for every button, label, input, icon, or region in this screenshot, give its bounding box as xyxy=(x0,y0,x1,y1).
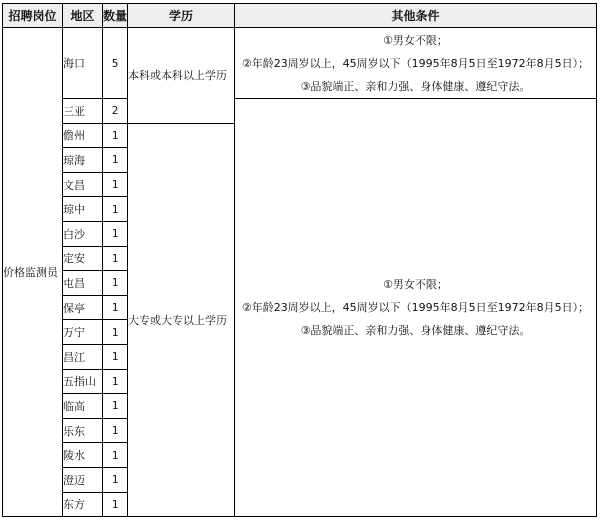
region-cell: 乐东 xyxy=(63,418,103,443)
region-cell: 昌江 xyxy=(63,344,103,369)
count-cell: 1 xyxy=(103,467,128,492)
condition-line: ②年龄23周岁以上，45周岁以下（1995年8月5日至1972年8月5日）； xyxy=(241,56,590,70)
count-cell: 1 xyxy=(103,418,128,443)
count-cell: 1 xyxy=(103,148,128,173)
count-cell: 1 xyxy=(103,492,128,517)
count-cell: 1 xyxy=(103,221,128,246)
header-region: 地区 xyxy=(63,4,103,28)
region-cell: 屯昌 xyxy=(63,271,103,296)
count-cell: 1 xyxy=(103,271,128,296)
conditions-cell xyxy=(235,28,597,99)
condition-line: ③品貌端正、亲和力强、身体健康、遵纪守法。 xyxy=(300,79,531,93)
count-cell: 2 xyxy=(103,99,128,124)
region-cell: 陵水 xyxy=(63,443,103,468)
region-cell: 三亚 xyxy=(63,99,103,124)
count-cell: 1 xyxy=(103,246,128,271)
region-cell: 临高 xyxy=(63,394,103,419)
table-row xyxy=(3,99,597,124)
region-cell: 五指山 xyxy=(63,369,103,394)
count-cell: 1 xyxy=(103,394,128,419)
region-cell: 东方 xyxy=(63,492,103,517)
condition-line: ①男女不限； xyxy=(383,33,448,47)
count-cell: 1 xyxy=(103,172,128,197)
conditions-cell xyxy=(235,99,597,517)
header-conditions: 其他条件 xyxy=(235,4,597,28)
count-cell: 1 xyxy=(103,295,128,320)
count-cell: 1 xyxy=(103,123,128,148)
region-cell: 儋州 xyxy=(63,123,103,148)
count-cell: 1 xyxy=(103,344,128,369)
education-cell: 大专或大专以上学历 xyxy=(128,123,235,517)
header-count: 数量 xyxy=(103,4,128,28)
position-cell: 价格监测员 xyxy=(3,28,63,517)
region-cell: 文昌 xyxy=(63,172,103,197)
count-cell: 1 xyxy=(103,320,128,345)
region-cell: 万宁 xyxy=(63,320,103,345)
header-education: 学历 xyxy=(128,4,235,28)
region-cell: 白沙 xyxy=(63,221,103,246)
region-cell: 澄迈 xyxy=(63,467,103,492)
education-cell: 本科或本科以上学历 xyxy=(128,28,235,124)
condition-line: ①男女不限； xyxy=(383,278,448,292)
region-cell: 琼海 xyxy=(63,148,103,173)
count-cell: 5 xyxy=(103,28,128,99)
count-cell: 1 xyxy=(103,443,128,468)
table-row xyxy=(3,28,597,99)
region-cell: 琼中 xyxy=(63,197,103,222)
condition-line: ②年龄23周岁以上，45周岁以下（1995年8月5日至1972年8月5日）； xyxy=(241,301,590,315)
count-cell: 1 xyxy=(103,369,128,394)
count-cell: 1 xyxy=(103,197,128,222)
header-position: 招聘岗位 xyxy=(3,4,63,28)
recruitment-table xyxy=(2,3,597,517)
region-cell: 海口 xyxy=(63,28,103,99)
region-cell: 保亭 xyxy=(63,295,103,320)
region-cell: 定安 xyxy=(63,246,103,271)
header-row xyxy=(3,4,597,28)
condition-line: ③品貌端正、亲和力强、身体健康、遵纪守法。 xyxy=(300,324,531,338)
